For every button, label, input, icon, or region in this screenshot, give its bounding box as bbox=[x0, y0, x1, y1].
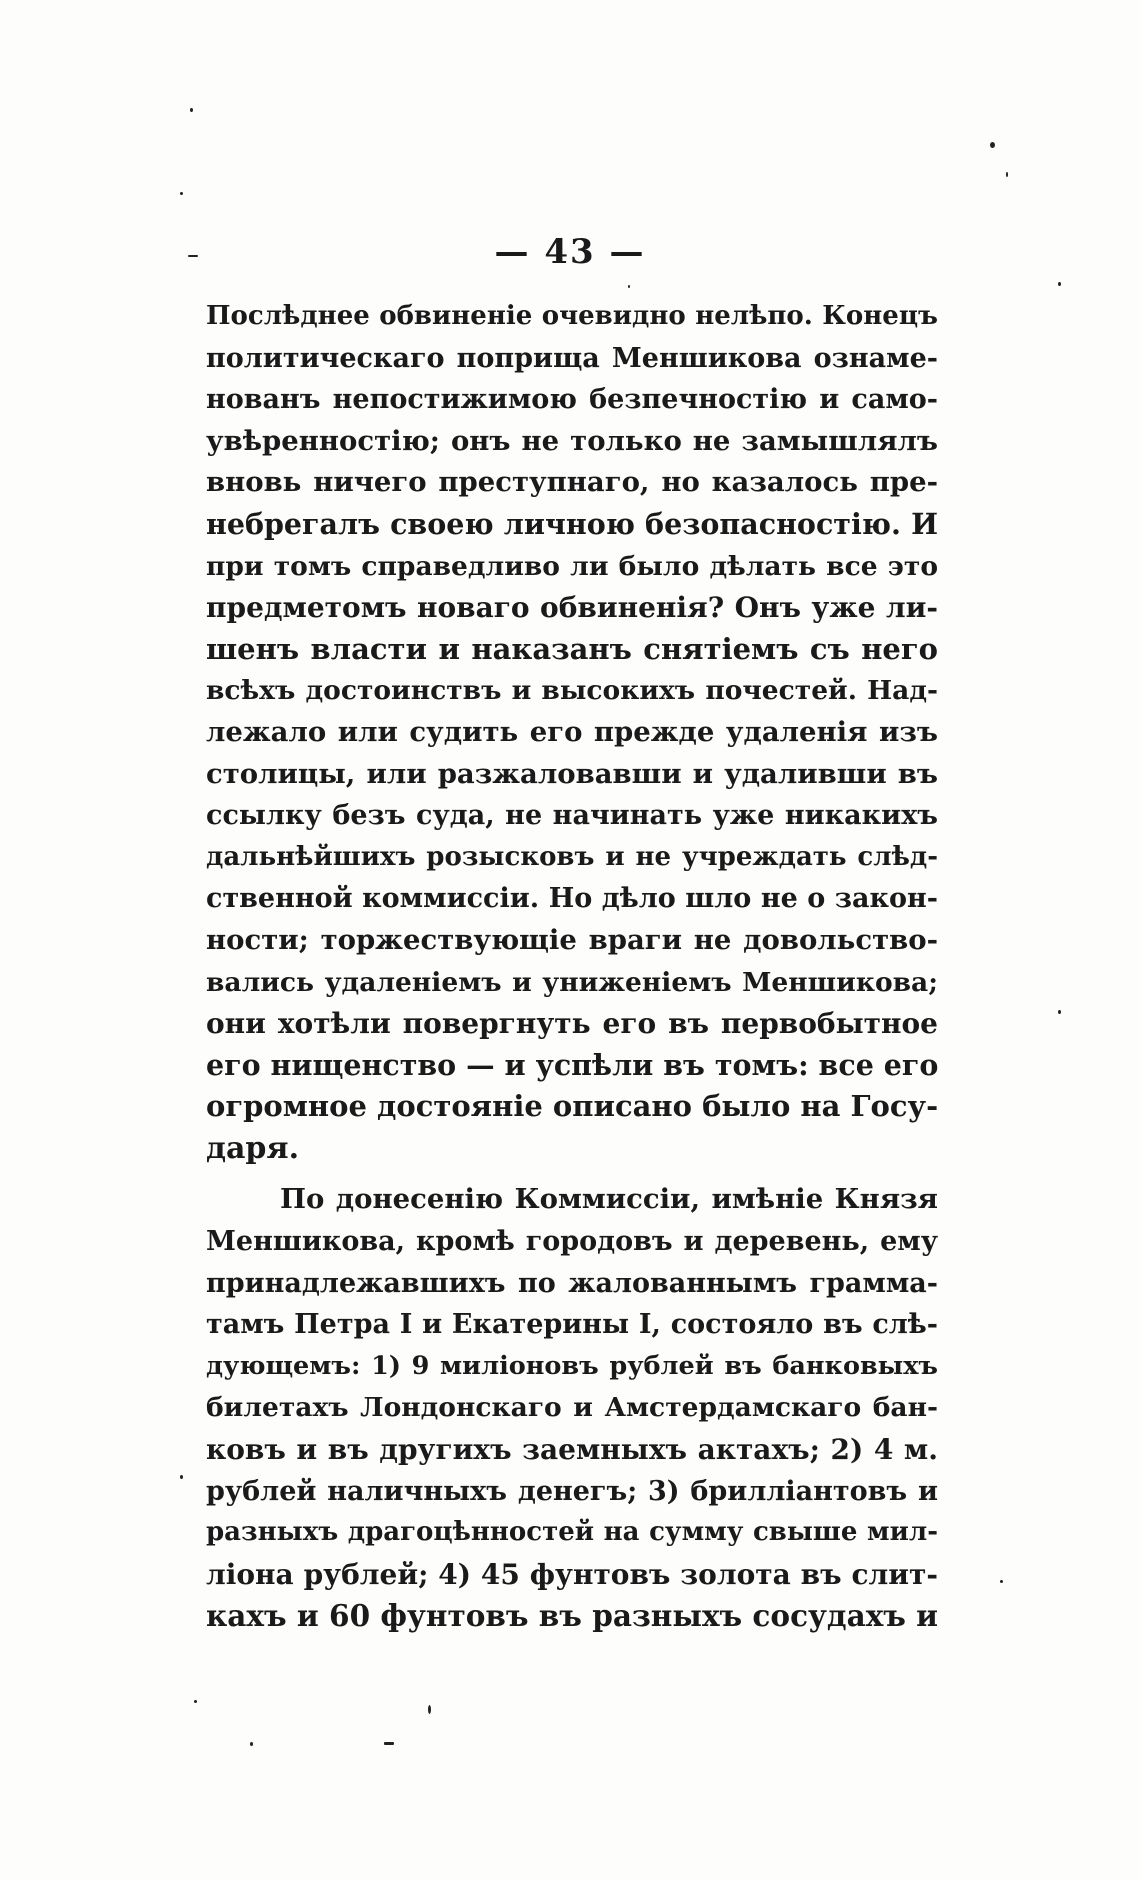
print-speck bbox=[384, 1742, 394, 1745]
text-line: политическаго поприща Меншикова ознаме- bbox=[206, 342, 938, 374]
print-speck bbox=[1006, 172, 1008, 177]
text-line: ности; торжествующіе враги не довольство- bbox=[206, 923, 938, 956]
text-line: разныхъ драгоцѣнностей на сумму свыше мил- bbox=[206, 1517, 938, 1548]
text-line: дующемъ: 1) 9 миліоновъ рублей въ банковыхъ bbox=[206, 1350, 938, 1381]
page-number: — 43 — bbox=[494, 232, 646, 272]
text-line: огромное достояніе описано было на Госу- bbox=[206, 1089, 939, 1124]
print-speck bbox=[180, 1475, 183, 1479]
text-line: лежало или судить его прежде удаленія изъ bbox=[206, 715, 938, 748]
text-line: увѣренностію; онъ не только не замышлялъ bbox=[206, 424, 938, 457]
text-line: Меншикова, кромѣ городовъ и деревень, ему bbox=[206, 1226, 938, 1258]
print-speck bbox=[1058, 282, 1061, 286]
text-line: кахъ и 60 фунтовъ въ разныхъ сосудахъ и bbox=[206, 1598, 939, 1634]
text-line: предметомъ новаго обвиненія? Онъ уже ли- bbox=[206, 591, 938, 625]
text-line: Послѣднее обвиненіе очевидно нелѣпо. Конецъ bbox=[206, 301, 938, 331]
paragraph-2 bbox=[206, 1179, 938, 1637]
text-line: даря. bbox=[206, 1130, 300, 1166]
text-line: его нищенство — и успѣли въ томъ: все его bbox=[206, 1047, 939, 1082]
text-line: билетахъ Лондонскаго и Амстердамскаго бан- bbox=[206, 1392, 938, 1424]
text-line: нованъ непостижимою безпечностію и само- bbox=[206, 384, 938, 416]
text-line: вались удаленіемъ и униженіемъ Меншикова; bbox=[206, 966, 938, 998]
text-line: По донесенію Коммиссіи, имѣніе Князя bbox=[280, 1183, 938, 1216]
text-line: ссылку безъ суда, не начинать уже никакихъ bbox=[206, 800, 938, 832]
print-speck bbox=[194, 1700, 197, 1703]
text-line: дальнѣйшихъ розысковъ и не учреждать слѣд- bbox=[206, 841, 938, 872]
print-speck bbox=[628, 285, 630, 288]
print-speck bbox=[190, 108, 193, 112]
text-line: рублей наличныхъ денегъ; 3) бриллiантовъ и bbox=[206, 1475, 938, 1507]
print-speck bbox=[1058, 1010, 1061, 1014]
text-line: ственной коммиссіи. Но дѣло шло не о закон- bbox=[206, 883, 938, 915]
text-line: ковъ и въ другихъ заемныхъ актахъ; 2) 4 м. bbox=[206, 1433, 938, 1467]
text-line: шенъ власти и наказанъ снятіемъ съ него bbox=[206, 631, 938, 666]
print-speck bbox=[1000, 1580, 1003, 1583]
text-line: столицы, или разжаловавши и удаливши въ bbox=[206, 757, 938, 790]
body-text bbox=[206, 296, 938, 1637]
print-speck bbox=[180, 192, 183, 195]
text-line: ліона рублей; 4) 45 фунтовъ золота въ слит- bbox=[206, 1557, 938, 1591]
text-line: всѣхъ достоинствъ и высокихъ почестей. Над- bbox=[206, 675, 938, 707]
paragraph-1 bbox=[206, 296, 938, 1169]
text-line: небрегалъ своею личною безопасностію. И bbox=[206, 506, 938, 541]
text-line: они хотѣли повергнуть его въ первобытное bbox=[206, 1007, 938, 1041]
text-line: принадлежавшихъ по жалованнымъ грамма- bbox=[206, 1267, 938, 1299]
text-line: при томъ справедливо ли было дѣлать все это bbox=[206, 550, 938, 582]
print-speck bbox=[990, 142, 995, 148]
text-line: вновь ничего преступнаго, но казалось пре- bbox=[206, 466, 938, 499]
print-speck bbox=[428, 1705, 431, 1714]
text-line: тамъ Петра I и Екатерины I, состояло въ слѣ- bbox=[206, 1309, 938, 1341]
print-speck bbox=[250, 1742, 253, 1746]
